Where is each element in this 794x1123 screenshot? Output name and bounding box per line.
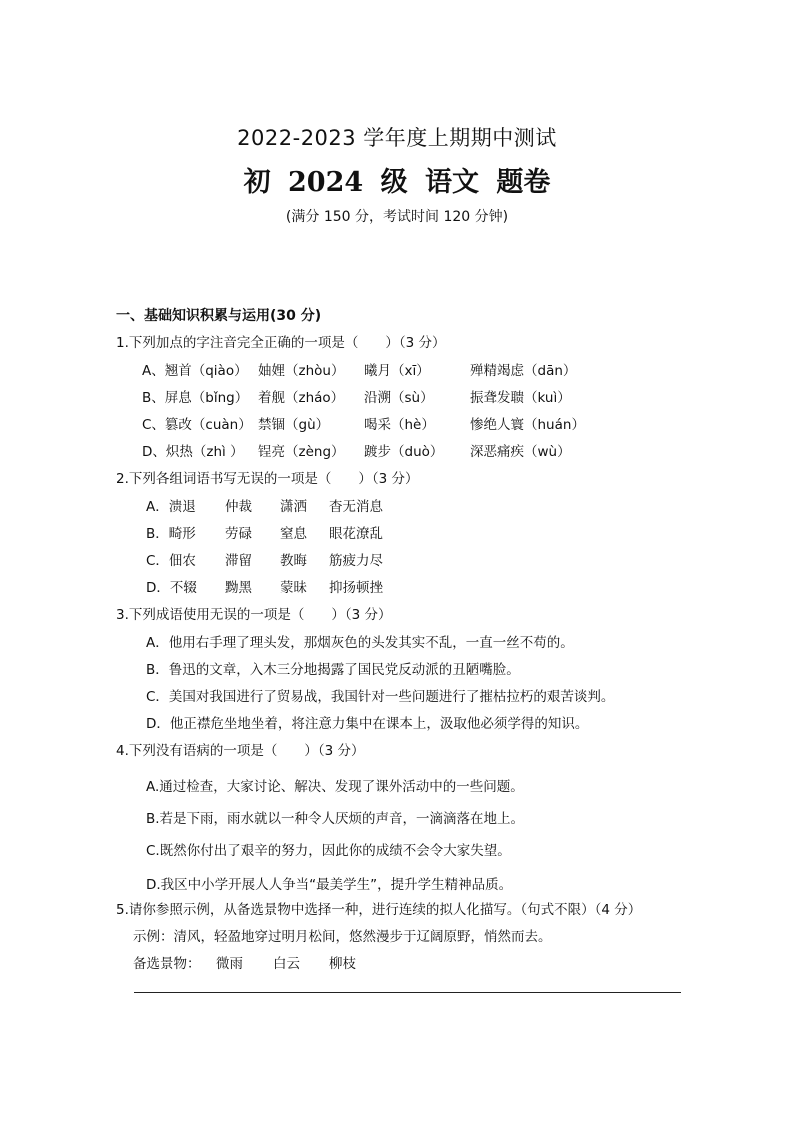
q3-option-a: A．他用右手理了理头发，那烟灰色的头发其实不乱，一直一丝不苟的。: [146, 635, 574, 651]
q5-example: 示例：清风，轻盈地穿过明月松间，悠然漫步于辽阔原野，悄然而去。: [133, 929, 552, 945]
exam-grade-title: 初 2024 级 语文 题卷: [243, 167, 551, 198]
q2-stem: 2.下列各组词语书写无误的一项是（ ）（3 分）: [116, 471, 419, 487]
q2-cell: 黝黑: [225, 580, 252, 596]
exam-score-time: (满分 150 分，考试时间 120 分钟): [285, 209, 509, 225]
q4-option-a: A.通过检查，大家讨论、解决、发现了课外活动中的一些问题。: [146, 779, 524, 795]
q2-cell: B．畸形: [146, 526, 196, 542]
q4-stem: 4.下列没有语病的一项是（ ）（3 分）: [116, 743, 365, 759]
q1-cell: 惨绝人寰（huán）: [470, 417, 585, 433]
q1-cell: 殚精竭虑（dān）: [470, 363, 577, 379]
q1-cell: D、炽热（zhì ）: [142, 444, 244, 460]
q1-cell: 妯娌（zhòu）: [258, 363, 345, 379]
exam-term-title: 2022-2023 学年度上期期中测试: [237, 126, 557, 150]
q2-cell: 眼花潦乱: [329, 526, 383, 542]
q1-cell: B、屏息（bǐng）: [142, 390, 249, 406]
q1-cell: 深恶痛疾（wù）: [470, 444, 571, 460]
answer-line[interactable]: [134, 992, 681, 993]
q2-cell: 抑扬顿挫: [329, 580, 383, 596]
q2-cell: 教晦: [280, 553, 307, 569]
q5-choice: 微雨: [216, 956, 243, 972]
q4-option-c: C.既然你付出了艰辛的努力，因此你的成绩不会令大家失望。: [146, 843, 511, 859]
q2-cell: 杳无消息: [329, 499, 383, 515]
q1-cell: C、篡改（cuàn）: [142, 417, 252, 433]
q1-cell: A、翘首（qiào）: [142, 363, 248, 379]
q1-cell: 禁锢（gù）: [258, 417, 330, 433]
q2-cell: D．不辍: [146, 580, 197, 596]
q5-stem: 5.请你参照示例，从备选景物中选择一种，进行连续的拟人化描写。（句式不限）（4 分）: [116, 902, 642, 918]
section-1-title: 一、基础知识积累与运用(30 分): [116, 308, 322, 324]
q3-option-b: B．鲁迅的文章，入木三分地揭露了国民党反动派的丑陋嘴脸。: [146, 662, 520, 678]
q1-cell: 沿溯（sù）: [364, 390, 434, 406]
q4-option-d: D.我区中小学开展人人争当“最美学生”，提升学生精神品质。: [146, 877, 513, 893]
q2-cell: 筋疲力尽: [329, 553, 383, 569]
q2-cell: C．佃农: [146, 553, 196, 569]
q5-choices-label: 备选景物：: [133, 956, 201, 972]
q1-cell: 喝采（hè）: [364, 417, 435, 433]
q2-cell: 蒙昧: [280, 580, 307, 596]
q2-cell: 滞留: [225, 553, 252, 569]
q2-cell: 潇洒: [280, 499, 307, 515]
q2-cell: 窒息: [280, 526, 307, 542]
q1-cell: 锃亮（zèng）: [258, 444, 345, 460]
q4-option-b: B.若是下雨，雨水就以一种令人厌烦的声音，一滴滴落在地上。: [146, 811, 525, 827]
q5-choice: 白云: [273, 956, 300, 972]
q2-cell: A．溃退: [146, 499, 196, 515]
q1-cell: 着舰（zháo）: [258, 390, 345, 406]
q3-option-c: C．美国对我国进行了贸易战，我国针对一些问题进行了摧枯拉朽的艰苦谈判。: [146, 689, 615, 705]
q1-cell: 曦月（xī）: [364, 363, 430, 379]
q2-cell: 仲裁: [225, 499, 252, 515]
q3-option-d: D．他正襟危坐地坐着，将注意力集中在课本上，汲取他必须学得的知识。: [146, 716, 589, 732]
q3-stem: 3.下列成语使用无误的一项是（ ）（3 分）: [116, 607, 392, 623]
q1-stem: 1.下列加点的字注音完全正确的一项是（ ）（3 分）: [116, 335, 446, 351]
q1-cell: 振聋发聩（kuì）: [470, 390, 571, 406]
q2-cell: 劳碌: [225, 526, 252, 542]
q1-cell: 踱步（duò）: [364, 444, 444, 460]
q5-choice: 柳枝: [329, 956, 356, 972]
